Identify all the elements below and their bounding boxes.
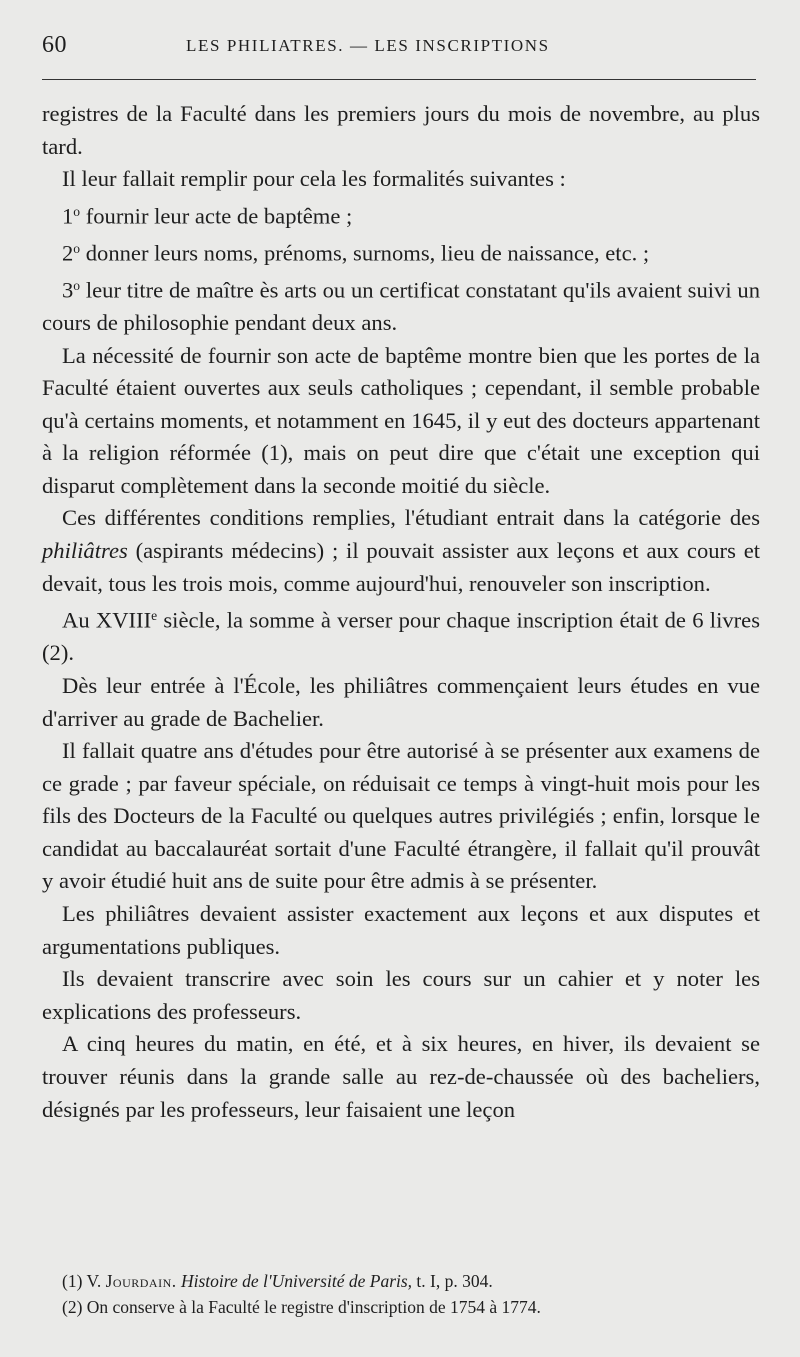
footnote: (2) On conserve à la Faculté le registre d'inscription de 1754 à 1774. (62, 1297, 541, 1317)
paragraph-text: Ces différentes conditions remplies, l'étudiant entrait dans la catégorie des (62, 505, 760, 531)
page-number: 60 (42, 32, 67, 58)
ordinal-superscript: o (73, 277, 81, 293)
paragraph-text: Au XVIII (62, 607, 152, 633)
paragraph: Il fallait quatre ans d'études pour être autorisé à se présenter aux examens de ce grade ; par faveur spéciale, on réduisait ce temps à vingt-huit mois pour les fils des Docteurs de la Faculté ou quelques autres privilégiés ; enfin, lorsque le candidat au baccalauréat sortait d'une Faculté étrangère, il fallait qu'il prouvât y avoir étudié huit ans de suite pour être admis à se présenter. (42, 738, 760, 894)
item-number: 1 (62, 203, 74, 229)
paragraph: La nécessité de fournir son acte de baptême montre bien que les portes de la Faculté étaient ouvertes aux seuls catholiques ; cependant, il semble probable qu'à certains moments, et notamment en 1645, il y eut des docteurs appartenant à la religion réformée (1), mais on peut dire que c'était une exception qui disparut complètement dans la seconde moitié du siècle. (42, 342, 760, 498)
ordinal-superscript: o (73, 240, 81, 256)
body-text (42, 98, 760, 1126)
ordinal-superscript: o (73, 203, 81, 219)
item-number: 2 (62, 240, 74, 266)
paragraph: A cinq heures du matin, en été, et à six heures, en hiver, ils devaient se trouver réunis dans la grande salle au rez-de-chaussée où des bacheliers, désignés par les professeurs, leur faisaient une leçon (42, 1031, 760, 1122)
item-text: donner leurs noms, prénoms, surnoms, lieu de naissance, etc. ; (80, 240, 650, 266)
item-text: leur titre de maître ès arts ou un certificat constatant qu'ils avaient suivi un cours de philosophie pendant deux ans. (42, 277, 760, 335)
footnote-author: Jourdain. (105, 1271, 177, 1291)
paragraph: registres de la Faculté dans les premiers jours du mois de novembre, au plus tard. (42, 101, 760, 159)
paragraph-text: (aspirants médecins) ; il pouvait assister aux leçons et aux cours et devait, tous les trois mois, comme aujourd'hui, renouveler son inscription. (42, 538, 760, 596)
paragraph: Dès leur entrée à l'École, les philiâtres commençaient leurs études en vue d'arriver au grade de Bachelier. (42, 672, 760, 731)
italic-term: philiâtres (42, 538, 128, 564)
paragraph: Les philiâtres devaient assister exactement aux leçons et aux disputes et argumentations publiques. (42, 901, 760, 959)
header-rule (42, 79, 756, 80)
running-title: LES PHILIATRES. — LES INSCRIPTIONS (186, 36, 550, 55)
list-item (42, 270, 760, 340)
paragraph-text: siècle, la somme à verser pour chaque inscription était de 6 livres (2). (42, 607, 760, 666)
paragraph: Il leur fallait remplir pour cela les formalités suivantes : (62, 166, 566, 192)
page-header (42, 32, 758, 62)
list-item (42, 196, 760, 233)
footnote (62, 1268, 752, 1294)
footnotes (62, 1268, 752, 1320)
list-item (42, 233, 760, 270)
item-text: fournir leur acte de baptême ; (80, 203, 353, 229)
paragraph (42, 600, 760, 670)
footnote-text: t. I, p. 304. (412, 1271, 493, 1291)
footnote-title: Histoire de l'Université de Paris, (176, 1271, 413, 1291)
ordinal-superscript: e (151, 608, 158, 624)
item-number: 3 (62, 277, 74, 303)
footnote-mark: (1) V. (62, 1271, 106, 1291)
paragraph (42, 502, 760, 600)
paragraph: Ils devaient transcrire avec soin les cours sur un cahier et y noter les explications des professeurs. (42, 966, 760, 1024)
